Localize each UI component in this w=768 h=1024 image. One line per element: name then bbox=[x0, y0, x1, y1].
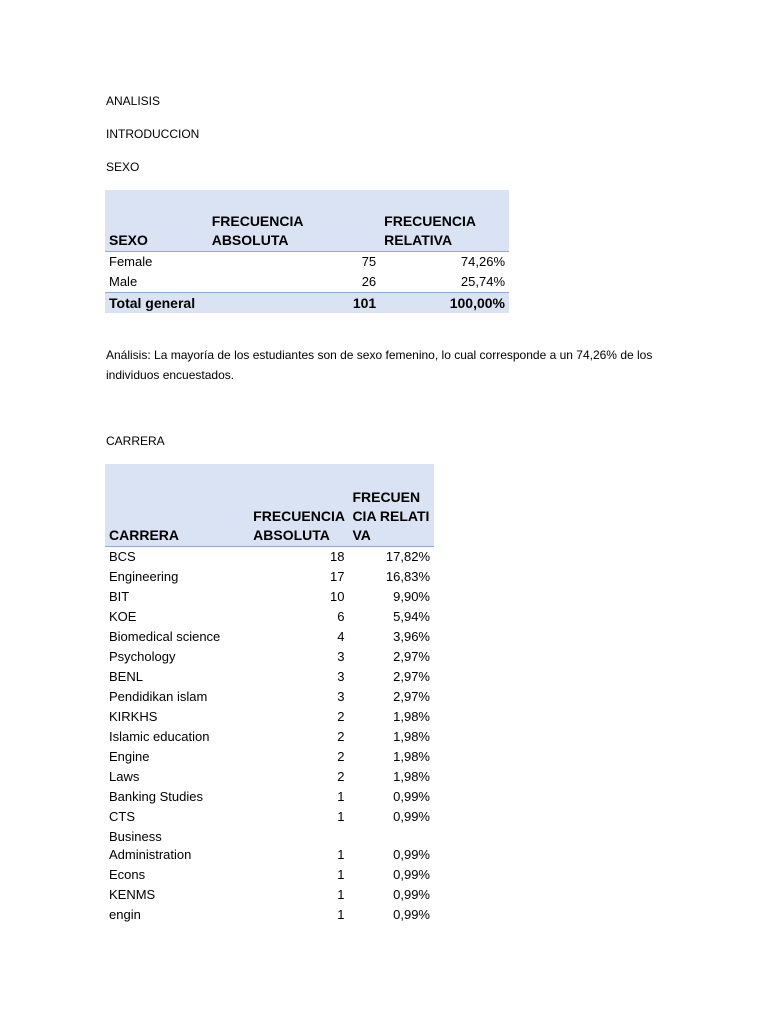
carrera-table bbox=[105, 464, 434, 925]
row-rel: 16,83% bbox=[385, 569, 430, 584]
row-abs: 1 bbox=[337, 847, 345, 862]
row-label: BIT bbox=[109, 589, 130, 604]
row-abs: 1 bbox=[337, 789, 345, 804]
row-rel: 2,97% bbox=[393, 649, 430, 664]
row-label: BENL bbox=[109, 669, 143, 684]
row-label: Pendidikan islam bbox=[109, 689, 208, 704]
row-rel: 0,99% bbox=[393, 887, 430, 902]
row-label: BCS bbox=[109, 549, 136, 564]
row-abs: 17 bbox=[329, 569, 345, 584]
row-abs: 1 bbox=[337, 887, 345, 902]
row-rel: 74,26% bbox=[460, 254, 505, 269]
row-rel: 0,99% bbox=[393, 847, 430, 862]
total-rel: 100,00% bbox=[380, 293, 509, 314]
header-sexo: SEXO bbox=[105, 190, 208, 252]
table-row bbox=[105, 707, 434, 727]
table-row bbox=[105, 807, 434, 827]
total-abs: 101 bbox=[208, 293, 380, 314]
row-abs: 2 bbox=[337, 729, 345, 744]
row-label: Male bbox=[109, 274, 138, 289]
row-abs: 3 bbox=[337, 689, 345, 704]
table-row bbox=[105, 587, 434, 607]
heading-sexo: SEXO bbox=[106, 160, 140, 174]
row-rel: 25,74% bbox=[460, 274, 505, 289]
header-frecuencia-relativa: FRECUENCIA RELATIVA bbox=[348, 464, 434, 547]
row-abs: 4 bbox=[337, 629, 345, 644]
table-row bbox=[105, 827, 434, 865]
row-label: KOE bbox=[109, 609, 137, 624]
row-rel: 0,99% bbox=[393, 907, 430, 922]
row-abs: 75 bbox=[361, 254, 377, 269]
row-abs: 10 bbox=[329, 589, 345, 604]
sexo-table-header bbox=[105, 190, 509, 252]
row-rel: 2,97% bbox=[393, 669, 430, 684]
row-label: CTS bbox=[109, 809, 135, 824]
row-abs: 1 bbox=[337, 809, 345, 824]
analysis-paragraph: Análisis: La mayoría de los estudiantes son de sexo femenino, lo cual corresponde a un 74,26% de los individuos encuestados. bbox=[106, 348, 653, 382]
total-row bbox=[105, 293, 509, 314]
header-frecuencia-absoluta: FRECUENCIA ABSOLUTA bbox=[249, 464, 348, 547]
row-label: Biomedical science bbox=[109, 629, 221, 644]
row-label: Banking Studies bbox=[109, 789, 203, 804]
table-row bbox=[105, 905, 434, 925]
heading-analisis: ANALISIS bbox=[106, 94, 161, 108]
row-rel: 0,99% bbox=[393, 867, 430, 882]
row-abs: 3 bbox=[337, 669, 345, 684]
row-label: KIRKHS bbox=[109, 709, 158, 724]
row-label: engin bbox=[109, 907, 141, 922]
row-label: Engine bbox=[109, 749, 150, 764]
heading-carrera: CARRERA bbox=[106, 434, 165, 448]
row-abs: 26 bbox=[361, 274, 377, 289]
table-row bbox=[105, 865, 434, 885]
row-abs: 1 bbox=[337, 867, 345, 882]
table-row bbox=[105, 687, 434, 707]
row-rel: 9,90% bbox=[393, 589, 430, 604]
heading-introduccion: INTRODUCCION bbox=[106, 127, 200, 141]
table-row bbox=[105, 667, 434, 687]
carrera-table-header bbox=[105, 464, 434, 547]
row-label: Business Administration bbox=[109, 829, 192, 862]
table-row bbox=[105, 567, 434, 587]
row-abs: 6 bbox=[337, 609, 345, 624]
row-rel: 0,99% bbox=[393, 809, 430, 824]
row-rel: 5,94% bbox=[393, 609, 430, 624]
row-rel: 2,97% bbox=[393, 689, 430, 704]
row-label: Psychology bbox=[109, 649, 176, 664]
header-frecuencia-absoluta: FRECUENCIA ABSOLUTA bbox=[208, 190, 380, 252]
row-label: KENMS bbox=[109, 887, 156, 902]
row-abs: 2 bbox=[337, 709, 345, 724]
row-rel: 1,98% bbox=[393, 769, 430, 784]
table-row bbox=[105, 647, 434, 667]
row-rel: 0,99% bbox=[393, 789, 430, 804]
row-label: Econs bbox=[109, 867, 146, 882]
row-abs: 3 bbox=[337, 649, 345, 664]
row-label: Engineering bbox=[109, 569, 179, 584]
row-label: Laws bbox=[109, 769, 140, 784]
table-row bbox=[105, 607, 434, 627]
header-carrera: CARRERA bbox=[105, 464, 249, 547]
row-abs: 2 bbox=[337, 769, 345, 784]
table-row bbox=[105, 885, 434, 905]
sexo-table bbox=[105, 190, 509, 313]
table-row bbox=[105, 252, 509, 273]
row-rel: 1,98% bbox=[393, 709, 430, 724]
table-row bbox=[105, 727, 434, 747]
row-rel: 1,98% bbox=[393, 749, 430, 764]
row-abs: 18 bbox=[329, 549, 345, 564]
total-label: Total general bbox=[105, 293, 208, 314]
row-label: Female bbox=[109, 254, 153, 269]
row-rel: 3,96% bbox=[393, 629, 430, 644]
row-rel: 1,98% bbox=[393, 729, 430, 744]
row-rel: 17,82% bbox=[385, 549, 430, 564]
row-abs: 2 bbox=[337, 749, 345, 764]
table-row bbox=[105, 747, 434, 767]
table-row bbox=[105, 272, 509, 293]
table-row bbox=[105, 787, 434, 807]
row-label: Islamic education bbox=[109, 729, 210, 744]
table-row bbox=[105, 547, 434, 568]
row-abs: 1 bbox=[337, 907, 345, 922]
header-frecuencia-relativa: FRECUENCIA RELATIVA bbox=[380, 190, 509, 252]
table-row bbox=[105, 767, 434, 787]
table-row bbox=[105, 627, 434, 647]
